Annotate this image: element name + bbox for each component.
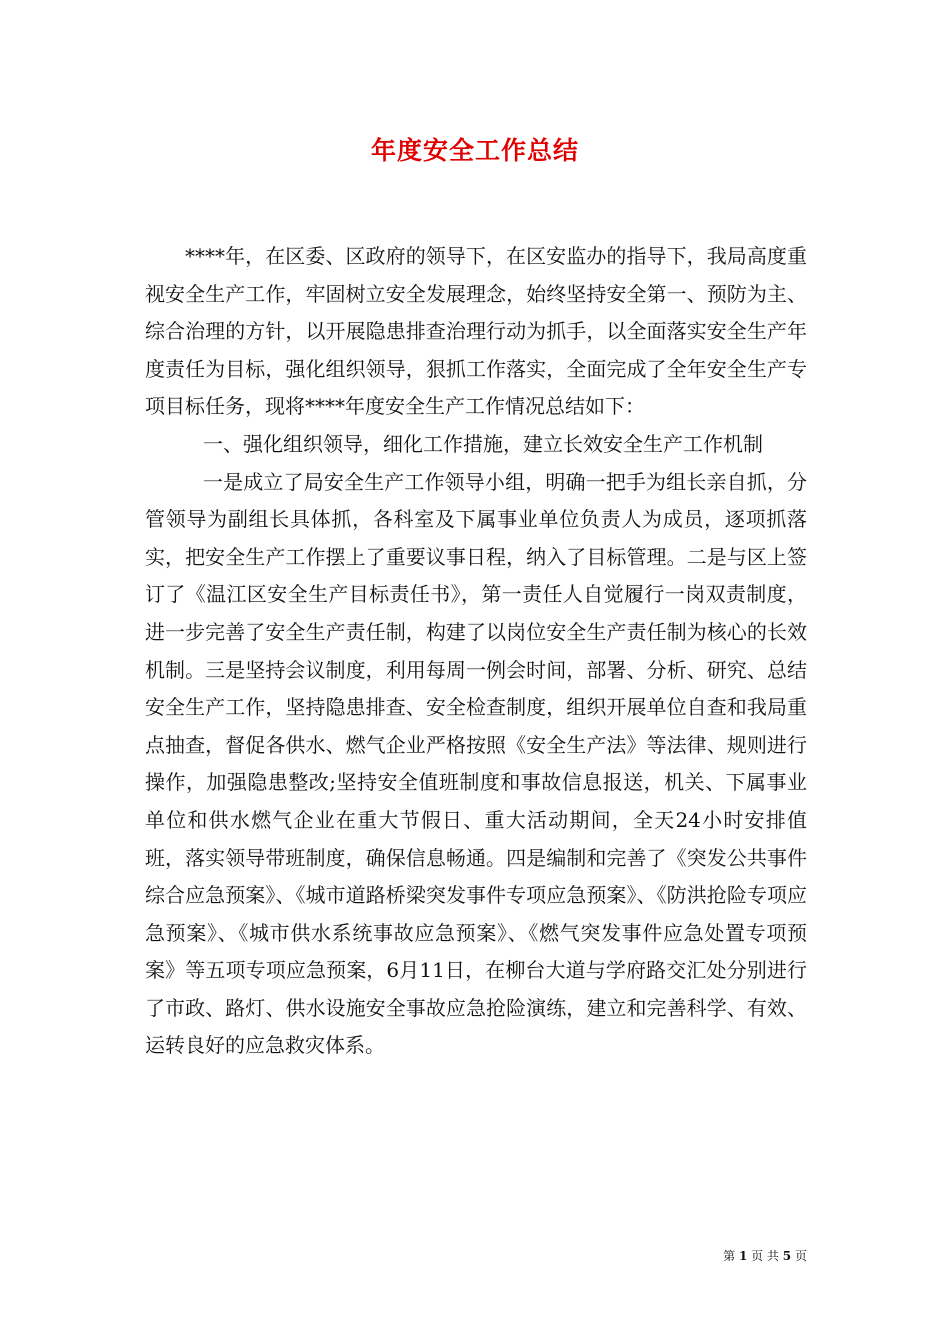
footer-middle: 页 共 [751,1249,779,1263]
intro-paragraph: ****年，在区委、区政府的领导下，在区安监办的指导下，我局高度重视安全生产工作，牢固树立安全发展理念，始终坚持安全第一、预防为主、综合治理的方针，以开展隐患排查治理行动为抓手，以全面落实安全生产年度责任为目标，强化组织领导，狠抓工作落实，全面完成了全年安全生产专项目标任务，现将****年度安全生产工作情况总结如下： [145,244,807,419]
document-body [145,238,807,1065]
body-paragraph: 一是成立了局安全生产工作领导小组，明确一把手为组长亲自抓，分管领导为副组长具体抓，各科室及下属事业单位负责人为成员，逐项抓落实，把安全生产工作摆上了重要议事日程，纳入了目标管理。二是与区上签订了《温江区安全生产目标责任书》，第一责任人自觉履行一岗双责制度，进一步完善了安全生产责任制，构建了以岗位安全生产责任制为核心的长效机制。三是坚持会议制度，利用每周一例会时间，部署、分析、研究、总结安全生产工作，坚持隐患排查、安全检查制度，组织开展单位自查和我局重点抽查，督促各供水、燃气企业严格按照《安全生产法》等法律、规则进行操作，加强隐患整改;坚持安全值班制度和事故信息报送，机关、下属事业单位和供水燃气企业在重大节假日、重大活动期间，全天24小时安排值班，落实领导带班制度，确保信息畅通。四是编制和完善了《突发公共事件综合应急预案》、《城市道路桥梁突发事件专项应急预案》、《防洪抢险专项应急预案》、《城市供水系统事故应急预案》、《燃气突发事件应急处置专项预案》等五项专项应急预案，6月11日，在柳台大道与学府路交汇处分别进行了市政、路灯、供水设施安全事故应急抢险演练，建立和完善科学、有效、运转良好的应急救灾体系。 [145,469,807,1058]
document-title: 年度安全工作总结 [370,136,579,165]
section-heading: 一、强化组织领导，细化工作措施，建立长效安全生产工作机制 [203,431,763,456]
footer-total-pages: 5 [782,1249,792,1263]
footer-current-page: 1 [738,1249,748,1263]
page-number-footer [723,1248,807,1264]
footer-suffix: 页 [794,1249,807,1263]
footer-prefix: 第 [723,1249,736,1263]
